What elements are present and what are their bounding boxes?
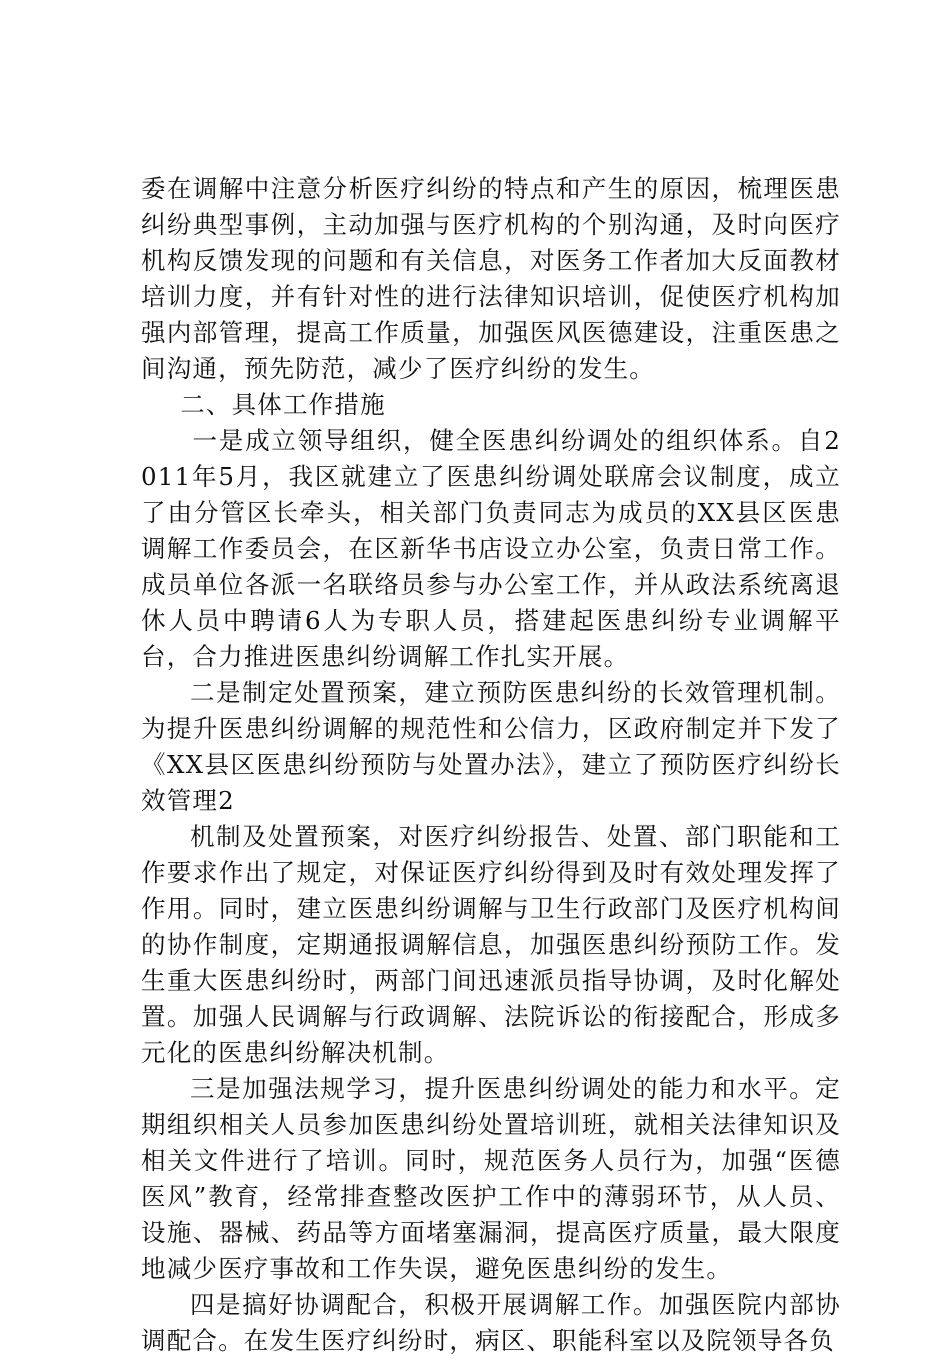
document-body (141, 171, 841, 1359)
paragraph-measure-four: 四是搞好协调配合，积极开展调解工作。加强医院内部协调配合。在发生医疗纠纷时，病区、职能科室以及院领导各负 (141, 1290, 841, 1355)
paragraph-continuation: 委在调解中注意分析医疗纠纷的特点和产生的原因，梳理医患纠纷典型事例，主动加强与医疗机构的个别沟通，及时向医疗机构反馈发现的问题和有关信息，对医务工作者加大反面教材培训力度，并有针对性的进行法律知识培训，促使医疗机构加强内部管理，提高工作质量，加强医风医德建设，注重医患之间沟通，预先防范，减少了医疗纠纷的发生。 (141, 174, 841, 383)
paragraph-measure-three: 三是加强法规学习，提升医患纠纷调处的能力和水平。定期组织相关人员参加医患纠纷处置培训班，就相关法律知识及相关文件进行了培训。同时，规范医务人员行为，加强“医德医风”教育，经常排查整改医护工作中的薄弱环节，从人员、设施、器械、药品等方面堵塞漏洞，提高医疗质量，最大限度地减少医疗事故和工作失误，避免医患纠纷的发生。 (141, 1074, 841, 1283)
paragraph-measure-two: 二是制定处置预案，建立预防医患纠纷的长效管理机制。为提升医患纠纷调解的规范性和公信力，区政府制定并下发了《XX县区医患纠纷预防与处置办法》，建立了预防医疗纠纷长效管理2 (141, 678, 841, 815)
section-heading: 二、具体工作措施 (180, 390, 386, 419)
paragraph-measure-one: 一是成立领导组织，健全医患纠纷调处的组织体系。自2011年5月，我区就建立了医患纠纷调处联席会议制度，成立了由分管区长牵头，相关部门负责同志为成员的XX县区医患调解工作委员会，在区新华书店设立办公室，负责日常工作。成员单位各派一名联络员参与办公室工作，并从政法系统离退休人员中聘请6人为专职人员，搭建起医患纠纷专业调解平台，合力推进医患纠纷调解工作扎实开展。 (141, 426, 841, 671)
paragraph-measure-two-continued: 机制及处置预案，对医疗纠纷报告、处置、部门职能和工作要求作出了规定，对保证医疗纠纷得到及时有效处理发挥了作用。同时，建立医患纠纷调解与卫生行政部门及医疗机构间的协作制度，定期通报调解信息，加强医患纠纷预防工作。发生重大医患纠纷时，两部门间迅速派员指导协调，及时化解处置。加强人民调解与行政调解、法院诉讼的衔接配合，形成多元化的医患纠纷解决机制。 (141, 822, 841, 1067)
